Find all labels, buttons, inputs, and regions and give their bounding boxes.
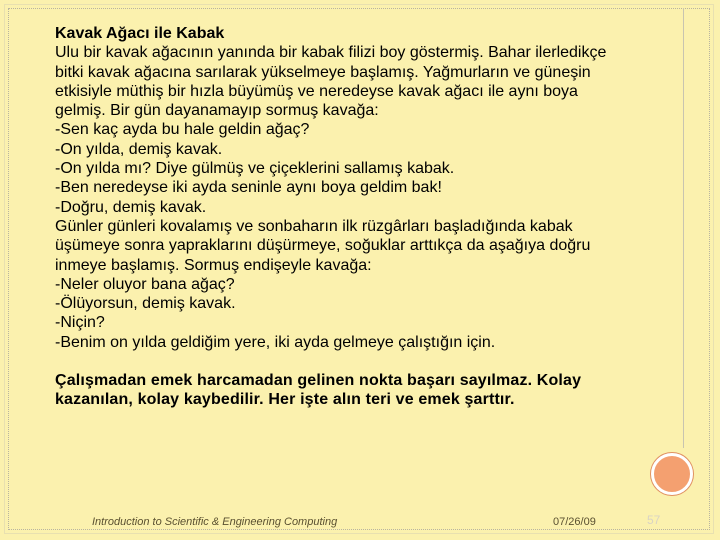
paragraph-spacer [55,352,675,371]
story-line: -Sen kaç ayda bu hale geldin ağaç? [55,121,310,139]
story-line: -On yılda mı? Diye gülmüş ve çiçeklerini sallamış kabak. [55,160,455,178]
story-line: Ulu bir kavak ağacının yanında bir kabak filizi boy göstermiş. Bahar ilerledikçe [55,44,607,62]
story-line: üşümeye sonra yapraklarını düşürmeye, soğuklar arttıkça da aşağıya doğru [55,237,591,255]
story-line: -Doğru, demiş kavak. [55,198,207,216]
slide-body [55,24,675,410]
story-line: -Benim on yılda geldiğim yere, iki ayda gelmeye çalıştığın için. [55,333,496,351]
story-line: -Niçin? [55,314,105,332]
footer-date: 07/26/09 [553,516,596,528]
moral-paragraph [55,371,675,410]
story-line: bitki kavak ağacına sarılarak yükselmeye başlamış. Yağmurların ve güneşin [55,63,591,81]
story-line: etkisiyle müthiş bir hızla büyümüş ve neredeyse kavak ağacı ile aynı boya [55,82,578,100]
story-line: -Ben neredeyse iki ayda seninle aynı boya geldim bak! [55,179,442,197]
moral-line: kazanılan, kolay kaybedilir. Her işte alın teri ve emek şarttır. [55,391,515,409]
slide-number: 57 [647,513,661,527]
story-paragraph [55,43,675,352]
slide-title: Kavak Ağacı ile Kabak [55,25,225,42]
decorative-circle [651,453,693,495]
story-line: -On yılda, demiş kavak. [55,140,223,158]
story-line: Günler günleri kovalamış ve sonbaharın ilk rüzgârları başladığında kabak [55,217,573,235]
right-rule-line [683,8,684,448]
story-line: -Ölüyorsun, demiş kavak. [55,295,236,313]
story-line: gelmiş. Bir gün dayanamayıp sormuş kavağa: [55,102,379,120]
story-line: inmeye başlamış. Sormuş endişeyle kavağa: [55,256,372,274]
footer-course: Introduction to Scientific & Engineering Computing [92,516,338,528]
moral-line: Çalışmadan emek harcamadan gelinen nokta başarı sayılmaz. Kolay [55,372,582,390]
story-line: -Neler oluyor bana ağaç? [55,275,235,293]
